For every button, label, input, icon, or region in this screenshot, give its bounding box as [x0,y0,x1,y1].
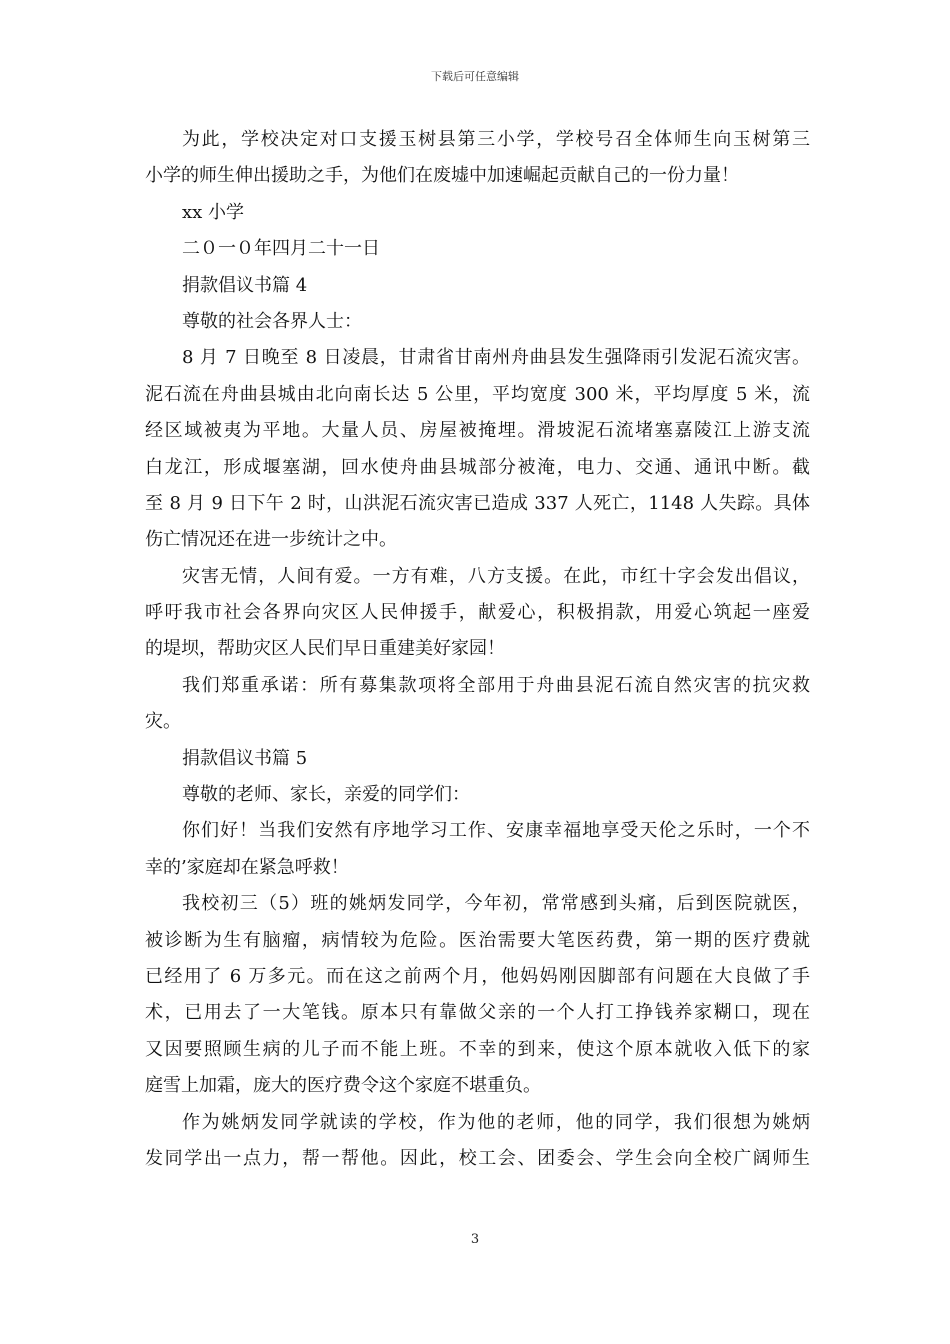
signature-school: xx 小学 [182,201,245,223]
header-note: 下载后可任意编辑 [431,70,519,83]
paragraph-line: 伤亡情况还在进一步统计之中。 [145,529,397,551]
paragraph-line: 你们好！当我们安然有序地学习工作、安康幸福地享受天伦之乐时，一个不 [182,820,810,842]
paragraph-line: 已经用了 6 万多元。而在这之前两个月，他妈妈刚因脚部有问题在大良做了手 [145,965,810,987]
paragraph-line: 庭雪上加霜，庞大的医疗费令这个家庭不堪重负。 [145,1075,541,1097]
paragraph-line: 泥石流在舟曲县城由北向南长达 5 公里，平均宽度 300 米，平均厚度 5 米，流 [145,383,810,405]
salutation: 尊敬的老师、家长，亲爱的同学们： [182,784,470,806]
section-title: 捐款倡议书篇 5 [182,747,308,769]
paragraph-line: 被诊断为生有脑瘤，病情较为危险。医治需要大笔医药费，第一期的医疗费就 [145,929,810,951]
paragraph-line: 呼吁我市社会各界向灾区人民伸援手，献爱心，积极捐款，用爱心筑起一座爱 [145,602,810,624]
page-number: 3 [470,1232,480,1247]
paragraph-line: 小学的师生伸出援助之手，为他们在废墟中加速崛起贡献自己的一份力量！ [145,165,739,187]
paragraph-line: 灾害无情，人间有爱。一方有难，八方支援。在此，市红十字会发出倡议， [182,565,810,587]
paragraph-line: 我校初三（5）班的姚炳发同学，今年初，常常感到头痛，后到医院就医， [182,893,810,915]
paragraph-line: 幸的’家庭却在紧急呼救！ [145,856,349,878]
paragraph-line: 灾。 [145,711,181,733]
paragraph-line: 白龙江，形成堰塞湖，回水使舟曲县城部分被淹，电力、交通、通讯中断。截 [145,456,810,478]
document-body [145,122,810,1177]
paragraph-line: 作为姚炳发同学就读的学校，作为他的老师，他的同学，我们很想为姚炳 [182,1111,810,1133]
salutation: 尊敬的社会各界人士： [182,310,362,332]
paragraph-line: 又因要照顾生病的儿子而不能上班。不幸的到来，使这个原本就收入低下的家 [145,1038,810,1060]
paragraph-line: 发同学出一点力，帮一帮他。因此，校工会、团委会、学生会向全校广阔师生 [145,1147,810,1169]
paragraph-line: 8 月 7 日晚至 8 日凌晨，甘肃省甘南州舟曲县发生强降雨引发泥石流灾害。 [182,347,810,369]
paragraph-line: 我们郑重承诺：所有募集款项将全部用于舟曲县泥石流自然灾害的抗灾救 [182,674,810,696]
section-title: 捐款倡议书篇 4 [182,274,308,296]
paragraph-line: 为此，学校决定对口支援玉树县第三小学，学校号召全体师生向玉树第三 [182,129,810,150]
signature-date: 二０一０年四月二十一日 [182,238,380,260]
paragraph-line: 经区域被夷为平地。大量人员、房屋被掩埋。滑坡泥石流堵塞嘉陵江上游支流 [145,420,810,442]
paragraph-line: 的堤坝，帮助灾区人民们早日重建美好家园！ [145,638,505,660]
paragraph-line: 术，已用去了一大笔钱。原本只有靠做父亲的一个人打工挣钱养家糊口，现在 [145,1002,810,1024]
paragraph-line: 至 8 月 9 日下午 2 时，山洪泥石流灾害已造成 337 人死亡，1148 人失踪。具体 [145,492,810,514]
